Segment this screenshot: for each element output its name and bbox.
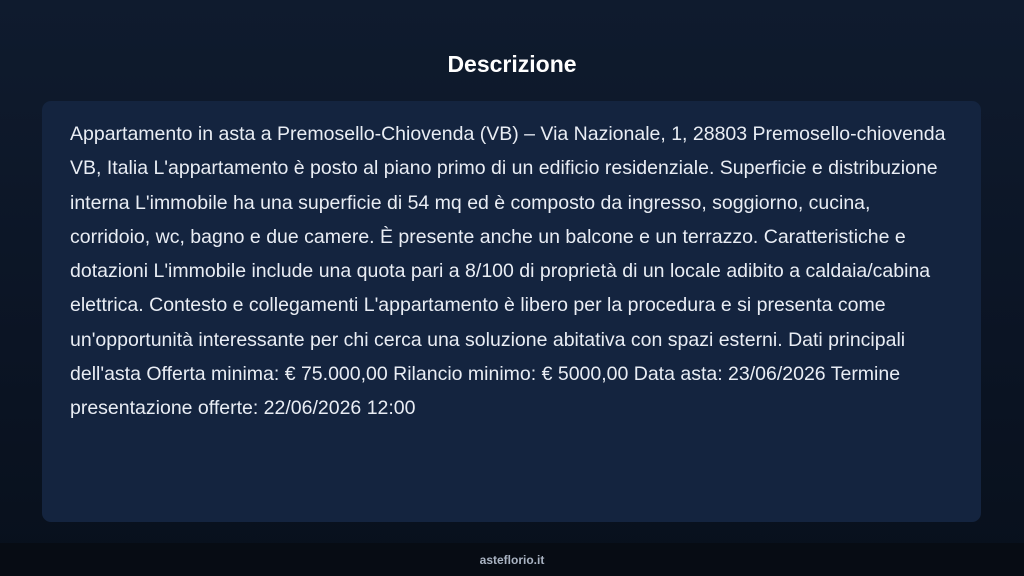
page-title: Descrizione (447, 51, 577, 77)
footer-site-name: asteflorio.it (479, 552, 545, 567)
description-text: Appartamento in asta a Premosello-Chiovenda (VB) – Via Nazionale, 1, 28803 Premosello-chiovenda VB, Italia L'appartamento è posto al piano primo di un edificio residenziale. Superficie e distribuzione interna L'immobile ha una superficie di 54 mq ed è composto da ingresso, soggiorno, cucina, corridoio, wc, bagno e due camere. È presente anche un balcone e un terrazzo. Caratteristiche e dotazioni L'immobile include una quota pari a 8/100 di proprietà di un locale adibito a caldaia/cabina elettrica. Contesto e collegamenti L'appartamento è libero per la procedura e si presenta come un'opportunità interessante per chi cerca una soluzione abitativa con spazi esterni. Dati principali dell'asta Offerta minima: € 75.000,00 Rilancio minimo: € 5000,00 Data asta: 23/06/2026 Termine presentazione offerte: 22/06/2026 12:00 (70, 123, 946, 420)
description-card (42, 101, 981, 522)
footer-bar (0, 543, 1024, 576)
